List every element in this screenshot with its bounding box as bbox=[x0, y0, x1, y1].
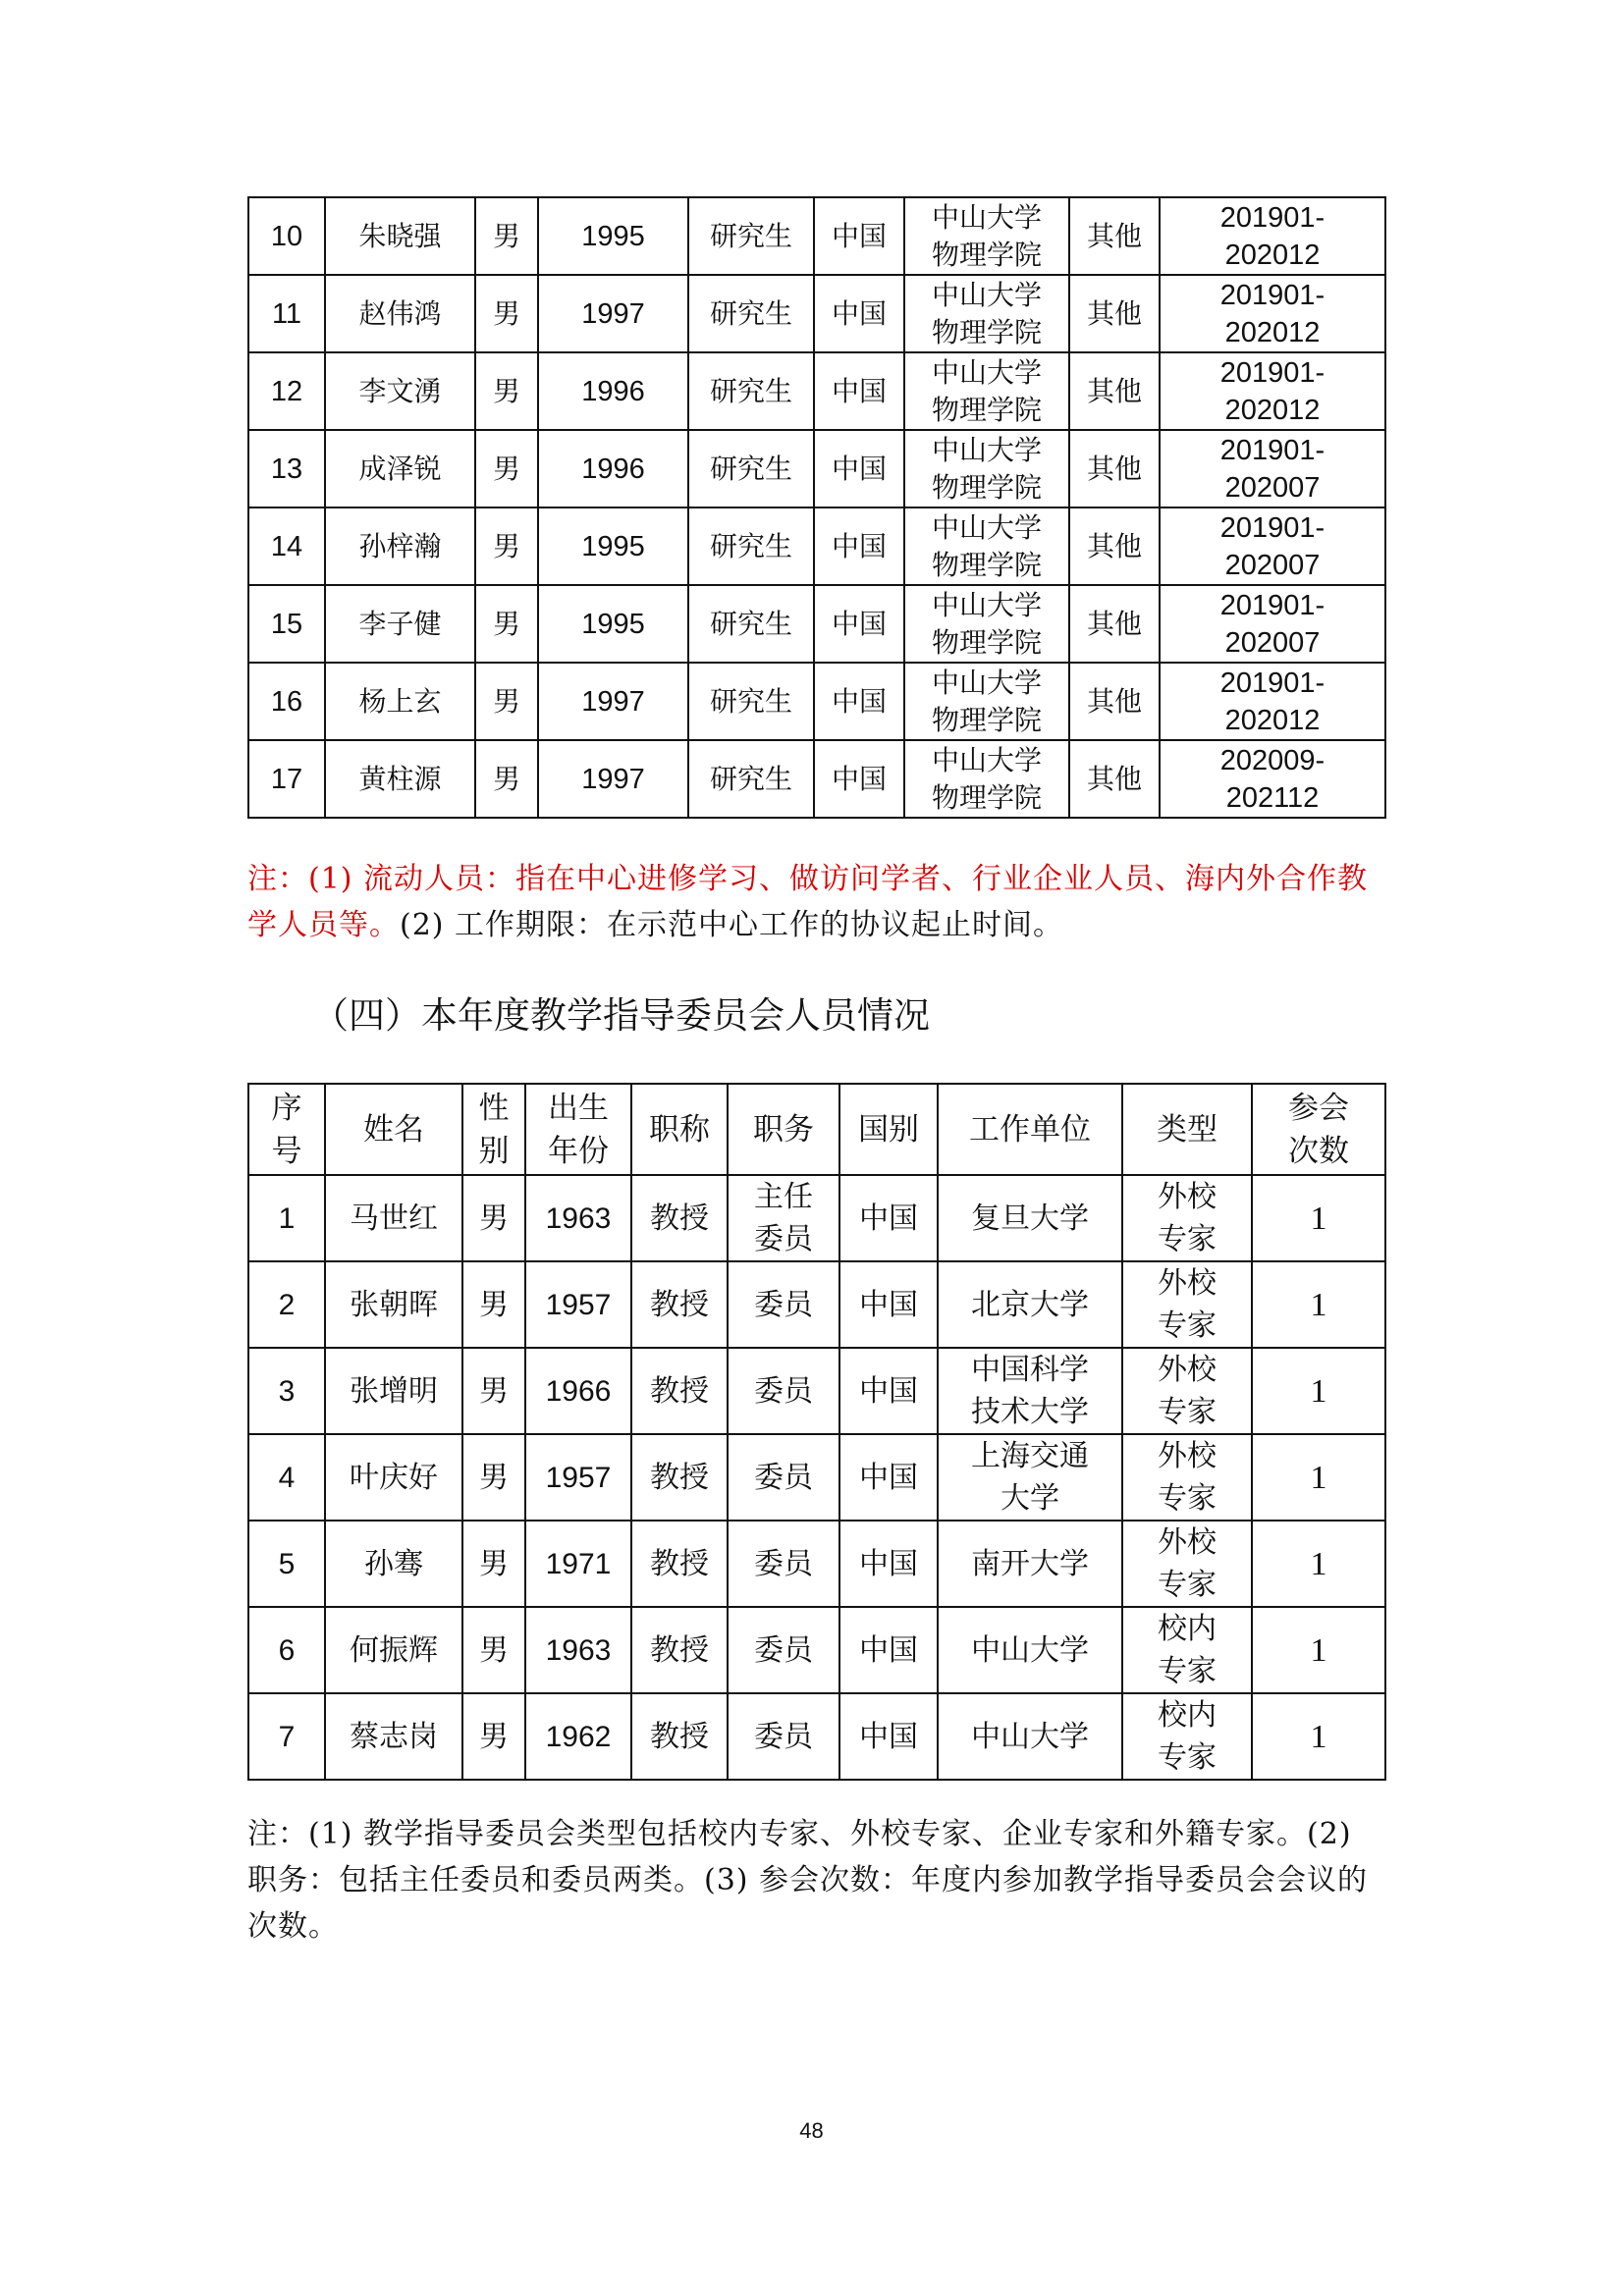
note-black-text: (2) 工作期限：在示范中心工作的协议起止时间。 bbox=[400, 908, 1064, 942]
cell-name: 杨上玄 bbox=[325, 663, 475, 740]
cell-gender: 男 bbox=[462, 1607, 525, 1693]
cell-no: 14 bbox=[248, 507, 325, 585]
cell-title: 研究生 bbox=[688, 663, 814, 740]
cell-name: 张朝晖 bbox=[325, 1261, 462, 1348]
cell-no: 16 bbox=[248, 663, 325, 740]
table-row bbox=[248, 1261, 1385, 1348]
cell-no: 12 bbox=[248, 352, 325, 430]
cell-gender: 男 bbox=[462, 1521, 525, 1607]
cell-no: 10 bbox=[248, 197, 325, 275]
cell-duty: 主任 委员 bbox=[728, 1175, 839, 1261]
cell-unit: 中山大学 bbox=[938, 1693, 1122, 1780]
cell-period: 201901- 202012 bbox=[1160, 352, 1385, 430]
cell-no: 7 bbox=[248, 1693, 325, 1780]
cell-name: 黄柱源 bbox=[325, 740, 475, 818]
committee-table bbox=[247, 1083, 1386, 1781]
cell-country: 中国 bbox=[839, 1175, 938, 1261]
cell-birth-year: 1963 bbox=[525, 1607, 631, 1693]
cell-name: 何振辉 bbox=[325, 1607, 462, 1693]
header-birth-year: 出生 年份 bbox=[525, 1084, 631, 1175]
cell-unit: 中山大学 物理学院 bbox=[904, 430, 1069, 507]
cell-title: 研究生 bbox=[688, 275, 814, 352]
cell-gender: 男 bbox=[475, 352, 538, 430]
cell-unit: 中山大学 bbox=[938, 1607, 1122, 1693]
cell-no: 11 bbox=[248, 275, 325, 352]
cell-duty: 委员 bbox=[728, 1261, 839, 1348]
header-count: 参会 次数 bbox=[1252, 1084, 1385, 1175]
cell-period: 201901- 202012 bbox=[1160, 197, 1385, 275]
mobile-staff-note bbox=[247, 856, 1386, 948]
cell-title: 教授 bbox=[631, 1434, 728, 1521]
cell-name: 孙梓瀚 bbox=[325, 507, 475, 585]
cell-type: 其他 bbox=[1069, 352, 1160, 430]
cell-name: 孙骞 bbox=[325, 1521, 462, 1607]
cell-count: 1 bbox=[1252, 1434, 1385, 1521]
cell-country: 中国 bbox=[839, 1693, 938, 1780]
cell-period: 201901- 202007 bbox=[1160, 507, 1385, 585]
cell-no: 3 bbox=[248, 1348, 325, 1434]
cell-type: 校内 专家 bbox=[1122, 1607, 1252, 1693]
header-title: 职称 bbox=[631, 1084, 728, 1175]
cell-gender: 男 bbox=[462, 1693, 525, 1780]
cell-unit: 北京大学 bbox=[938, 1261, 1122, 1348]
cell-gender: 男 bbox=[475, 430, 538, 507]
cell-duty: 委员 bbox=[728, 1693, 839, 1780]
cell-no: 1 bbox=[248, 1175, 325, 1261]
section-title: （四）本年度教学指导委员会人员情况 bbox=[312, 994, 930, 1037]
table-row bbox=[248, 1434, 1385, 1521]
cell-gender: 男 bbox=[475, 275, 538, 352]
cell-unit: 南开大学 bbox=[938, 1521, 1122, 1607]
table-row bbox=[248, 430, 1385, 507]
cell-type: 其他 bbox=[1069, 197, 1160, 275]
cell-birth-year: 1995 bbox=[538, 197, 688, 275]
committee-header-row bbox=[248, 1084, 1385, 1175]
cell-country: 中国 bbox=[814, 430, 904, 507]
cell-birth-year: 1963 bbox=[525, 1175, 631, 1261]
cell-birth-year: 1995 bbox=[538, 585, 688, 663]
cell-duty: 委员 bbox=[728, 1348, 839, 1434]
cell-birth-year: 1997 bbox=[538, 275, 688, 352]
cell-type: 外校 专家 bbox=[1122, 1348, 1252, 1434]
cell-gender: 男 bbox=[462, 1261, 525, 1348]
cell-type: 其他 bbox=[1069, 275, 1160, 352]
cell-birth-year: 1957 bbox=[525, 1261, 631, 1348]
cell-no: 2 bbox=[248, 1261, 325, 1348]
cell-title: 研究生 bbox=[688, 197, 814, 275]
cell-gender: 男 bbox=[475, 585, 538, 663]
cell-duty: 委员 bbox=[728, 1521, 839, 1607]
table-row bbox=[248, 585, 1385, 663]
cell-birth-year: 1995 bbox=[538, 507, 688, 585]
cell-name: 张增明 bbox=[325, 1348, 462, 1434]
cell-gender: 男 bbox=[462, 1175, 525, 1261]
cell-name: 朱晓强 bbox=[325, 197, 475, 275]
cell-country: 中国 bbox=[839, 1521, 938, 1607]
table-row bbox=[248, 663, 1385, 740]
cell-unit: 中山大学 物理学院 bbox=[904, 275, 1069, 352]
cell-unit: 复旦大学 bbox=[938, 1175, 1122, 1261]
cell-birth-year: 1957 bbox=[525, 1434, 631, 1521]
cell-unit: 中山大学 物理学院 bbox=[904, 352, 1069, 430]
cell-country: 中国 bbox=[814, 352, 904, 430]
cell-no: 15 bbox=[248, 585, 325, 663]
header-type: 类型 bbox=[1122, 1084, 1252, 1175]
cell-unit: 中山大学 物理学院 bbox=[904, 585, 1069, 663]
cell-title: 研究生 bbox=[688, 430, 814, 507]
table-row bbox=[248, 507, 1385, 585]
cell-country: 中国 bbox=[814, 507, 904, 585]
header-name: 姓名 bbox=[325, 1084, 462, 1175]
header-country: 国别 bbox=[839, 1084, 938, 1175]
cell-gender: 男 bbox=[462, 1434, 525, 1521]
cell-name: 蔡志岗 bbox=[325, 1693, 462, 1780]
cell-title: 教授 bbox=[631, 1348, 728, 1434]
table-row bbox=[248, 197, 1385, 275]
cell-no: 13 bbox=[248, 430, 325, 507]
cell-count: 1 bbox=[1252, 1261, 1385, 1348]
cell-gender: 男 bbox=[475, 507, 538, 585]
cell-birth-year: 1966 bbox=[525, 1348, 631, 1434]
cell-gender: 男 bbox=[475, 197, 538, 275]
cell-country: 中国 bbox=[839, 1348, 938, 1434]
cell-country: 中国 bbox=[839, 1607, 938, 1693]
cell-birth-year: 1996 bbox=[538, 352, 688, 430]
cell-name: 叶庆好 bbox=[325, 1434, 462, 1521]
cell-country: 中国 bbox=[814, 663, 904, 740]
cell-count: 1 bbox=[1252, 1693, 1385, 1780]
cell-birth-year: 1962 bbox=[525, 1693, 631, 1780]
cell-title: 研究生 bbox=[688, 352, 814, 430]
cell-gender: 男 bbox=[475, 740, 538, 818]
header-unit: 工作单位 bbox=[938, 1084, 1122, 1175]
cell-duty: 委员 bbox=[728, 1607, 839, 1693]
cell-type: 其他 bbox=[1069, 430, 1160, 507]
table-row bbox=[248, 275, 1385, 352]
cell-duty: 委员 bbox=[728, 1434, 839, 1521]
cell-name: 李文湧 bbox=[325, 352, 475, 430]
cell-count: 1 bbox=[1252, 1607, 1385, 1693]
cell-type: 外校 专家 bbox=[1122, 1521, 1252, 1607]
table-row bbox=[248, 1607, 1385, 1693]
cell-unit: 中山大学 物理学院 bbox=[904, 507, 1069, 585]
cell-period: 201901- 202007 bbox=[1160, 430, 1385, 507]
page-number: 48 bbox=[799, 2118, 824, 2143]
cell-name: 赵伟鸿 bbox=[325, 275, 475, 352]
cell-birth-year: 1971 bbox=[525, 1521, 631, 1607]
cell-period: 201901- 202012 bbox=[1160, 275, 1385, 352]
cell-title: 教授 bbox=[631, 1607, 728, 1693]
cell-unit: 中山大学 物理学院 bbox=[904, 197, 1069, 275]
cell-country: 中国 bbox=[839, 1261, 938, 1348]
cell-period: 202009- 202112 bbox=[1160, 740, 1385, 818]
cell-country: 中国 bbox=[814, 197, 904, 275]
cell-count: 1 bbox=[1252, 1175, 1385, 1261]
cell-unit: 中山大学 物理学院 bbox=[904, 740, 1069, 818]
cell-count: 1 bbox=[1252, 1521, 1385, 1607]
cell-unit: 上海交通 大学 bbox=[938, 1434, 1122, 1521]
cell-birth-year: 1997 bbox=[538, 663, 688, 740]
cell-birth-year: 1997 bbox=[538, 740, 688, 818]
cell-title: 教授 bbox=[631, 1261, 728, 1348]
cell-no: 4 bbox=[248, 1434, 325, 1521]
cell-type: 其他 bbox=[1069, 585, 1160, 663]
mobile-staff-table bbox=[247, 196, 1386, 819]
cell-type: 其他 bbox=[1069, 663, 1160, 740]
cell-title: 教授 bbox=[631, 1521, 728, 1607]
cell-gender: 男 bbox=[462, 1348, 525, 1434]
cell-country: 中国 bbox=[839, 1434, 938, 1521]
table-row bbox=[248, 1693, 1385, 1780]
table-row bbox=[248, 1348, 1385, 1434]
cell-name: 马世红 bbox=[325, 1175, 462, 1261]
cell-title: 教授 bbox=[631, 1693, 728, 1780]
cell-type: 外校 专家 bbox=[1122, 1261, 1252, 1348]
table-row bbox=[248, 740, 1385, 818]
table-row bbox=[248, 1521, 1385, 1607]
cell-no: 5 bbox=[248, 1521, 325, 1607]
cell-period: 201901- 202007 bbox=[1160, 585, 1385, 663]
cell-count: 1 bbox=[1252, 1348, 1385, 1434]
cell-type: 外校 专家 bbox=[1122, 1434, 1252, 1521]
cell-birth-year: 1996 bbox=[538, 430, 688, 507]
header-no: 序 号 bbox=[248, 1084, 325, 1175]
header-duty: 职务 bbox=[728, 1084, 839, 1175]
cell-period: 201901- 202012 bbox=[1160, 663, 1385, 740]
cell-country: 中国 bbox=[814, 585, 904, 663]
cell-title: 研究生 bbox=[688, 585, 814, 663]
cell-unit: 中山大学 物理学院 bbox=[904, 663, 1069, 740]
header-gender: 性 别 bbox=[462, 1084, 525, 1175]
cell-country: 中国 bbox=[814, 275, 904, 352]
cell-no: 6 bbox=[248, 1607, 325, 1693]
cell-unit: 中国科学 技术大学 bbox=[938, 1348, 1122, 1434]
cell-gender: 男 bbox=[475, 663, 538, 740]
table-row bbox=[248, 352, 1385, 430]
committee-note: 注：(1) 教学指导委员会类型包括校内专家、外校专家、企业专家和外籍专家。(2) 职务：包括主任委员和委员两类。(3) 参会次数：年度内参加教学指导委员会会议的次数。 bbox=[247, 1817, 1369, 1944]
cell-title: 教授 bbox=[631, 1175, 728, 1261]
cell-country: 中国 bbox=[814, 740, 904, 818]
note-red-text: 注：(1) 流动人员：指在中心进修学习、做访问学者、行业企业人员、海内外合作教学人员等。 bbox=[247, 862, 1369, 942]
cell-no: 17 bbox=[248, 740, 325, 818]
cell-type: 其他 bbox=[1069, 740, 1160, 818]
cell-title: 研究生 bbox=[688, 507, 814, 585]
cell-type: 校内 专家 bbox=[1122, 1693, 1252, 1780]
table-row bbox=[248, 1175, 1385, 1261]
cell-title: 研究生 bbox=[688, 740, 814, 818]
cell-name: 成泽锐 bbox=[325, 430, 475, 507]
cell-type: 其他 bbox=[1069, 507, 1160, 585]
cell-name: 李子健 bbox=[325, 585, 475, 663]
cell-type: 外校 专家 bbox=[1122, 1175, 1252, 1261]
